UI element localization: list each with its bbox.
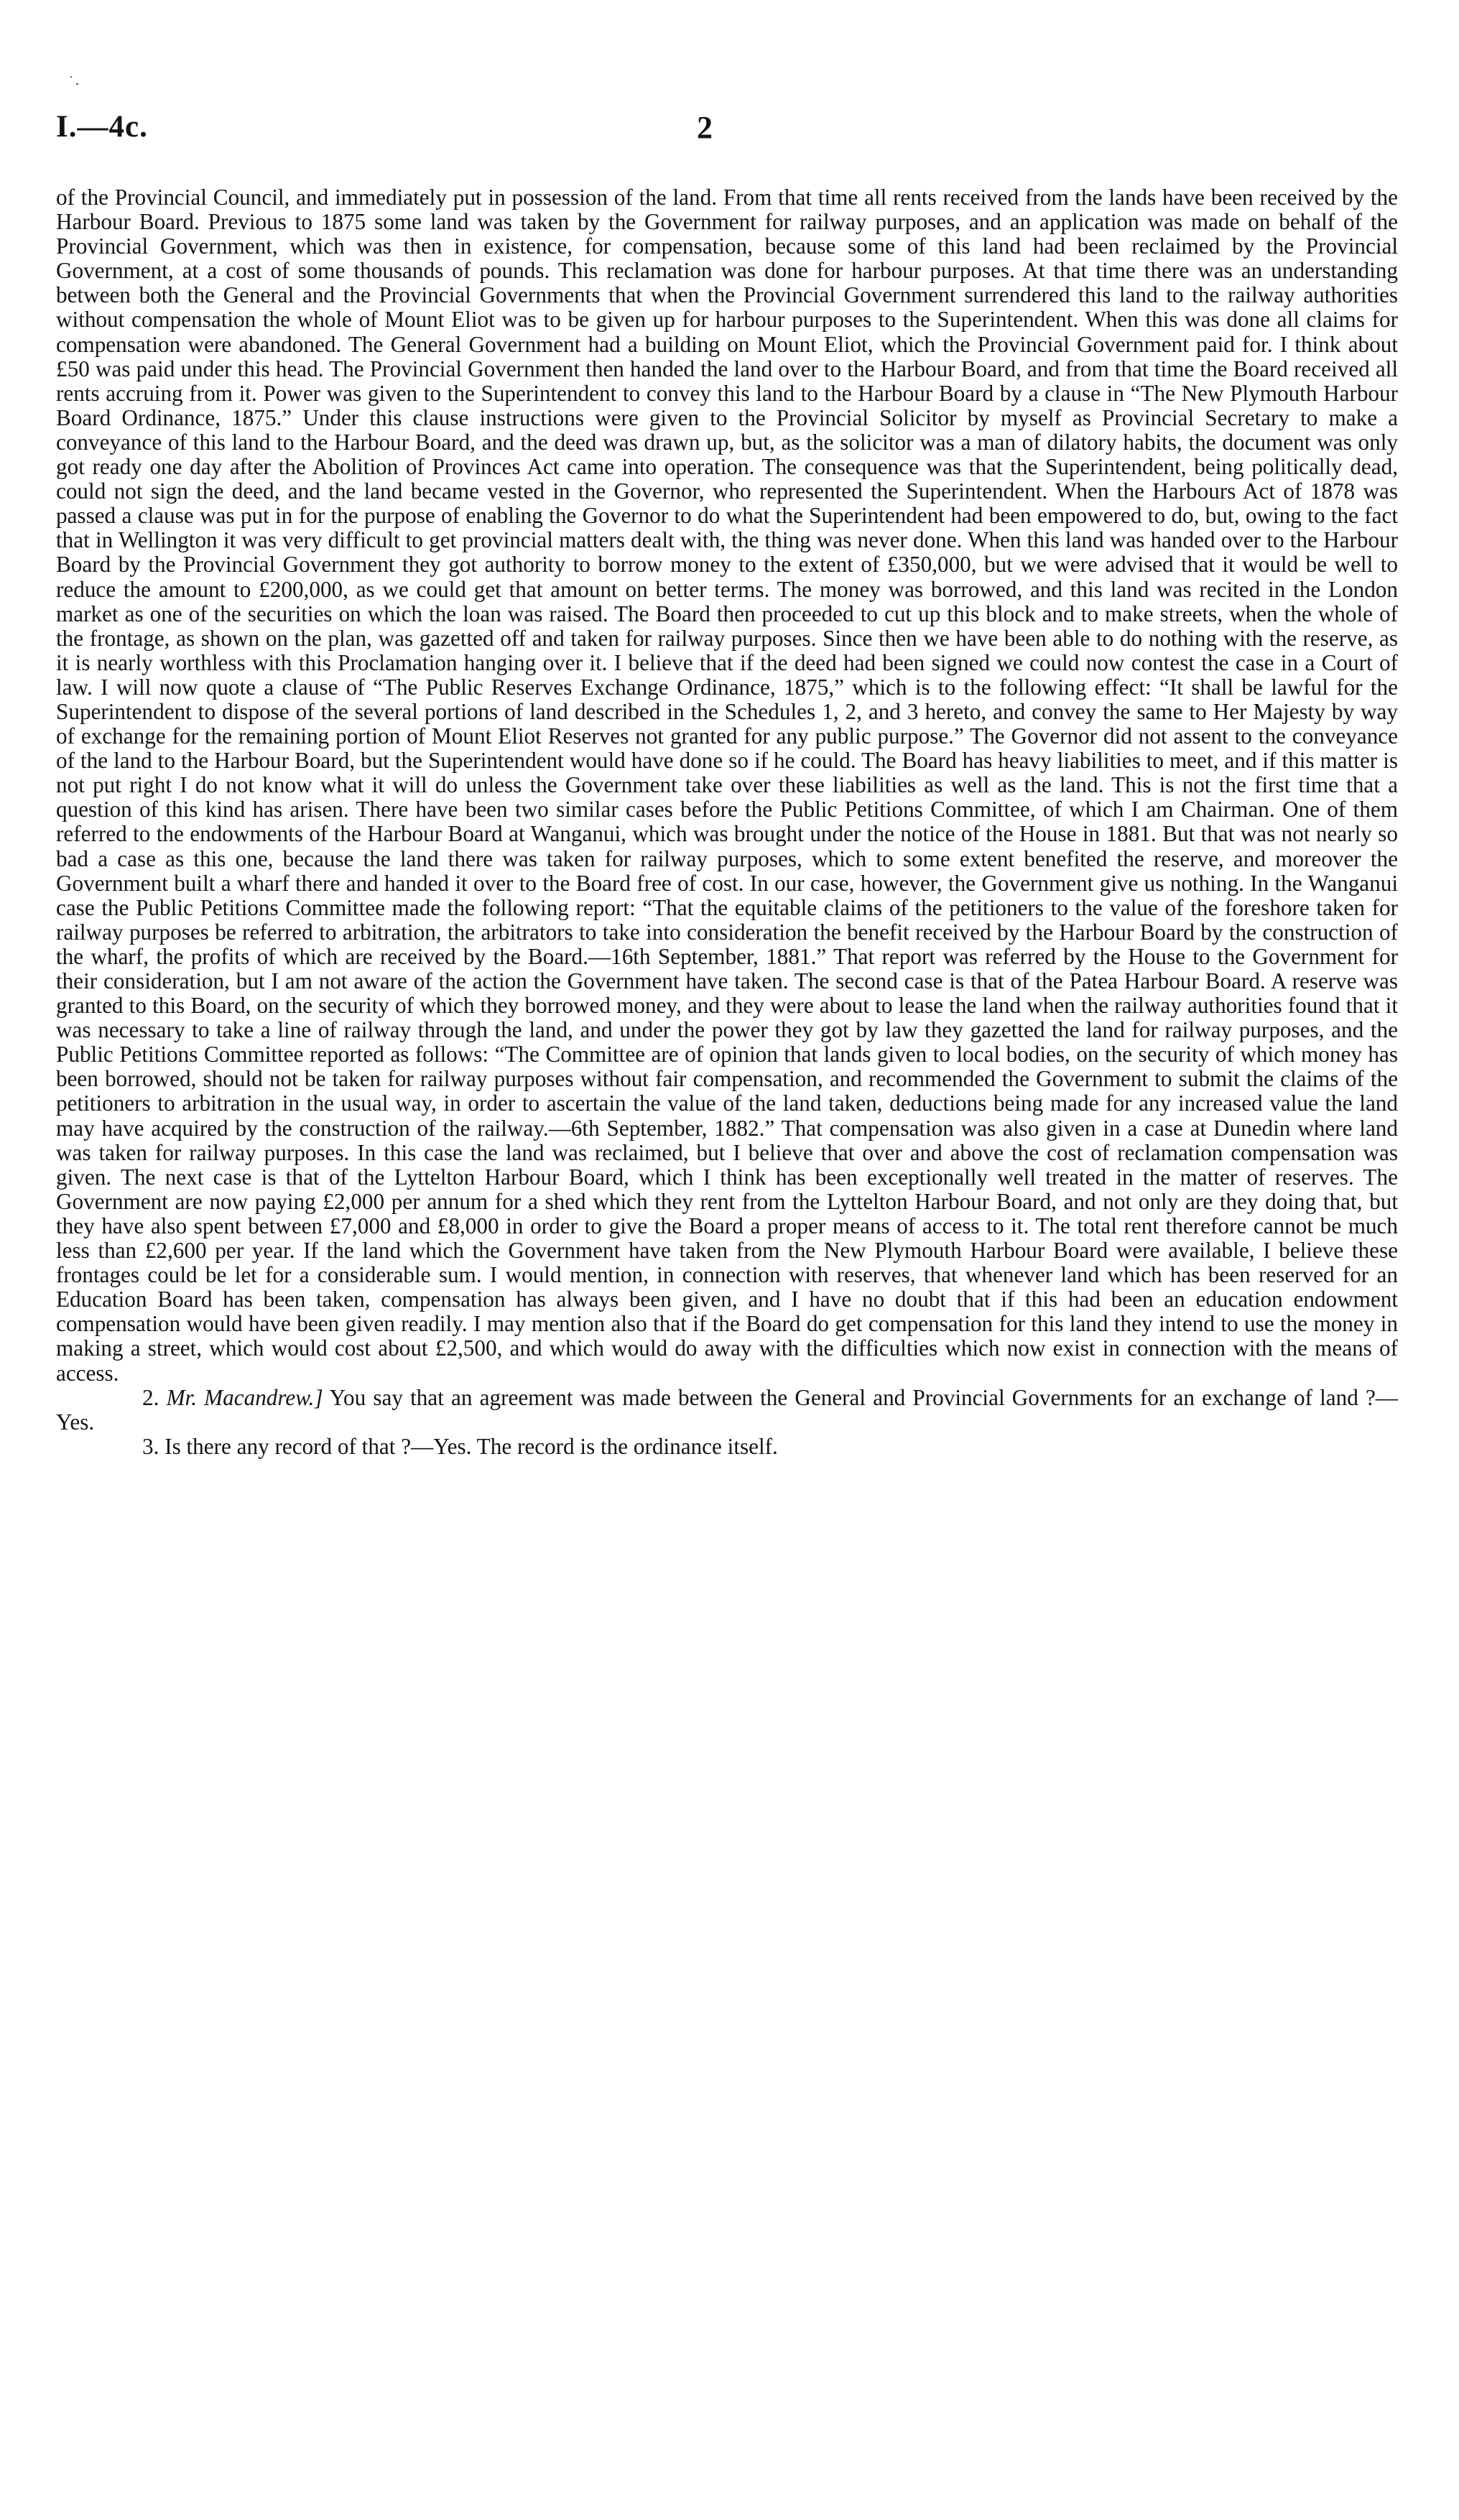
questioner-name: Mr. Macandrew.] [166, 1384, 323, 1410]
document-reference: I.—4c. [56, 110, 148, 144]
evidence-paragraph: of the Provincial Council, and immediately put in possession of the land. From that time all rents received from the lands have been received by the Harbour Board. Previous to 1875 some land was taken by the Government for railway purposes, and an application was made on behalf of the Provincial Government, which was then in existence, for compensation, because some of this land had been reclaimed by the Provincial Government, at a cost of some thousands of pounds. This reclamation was done for harbour purposes. At that time there was an understanding between both the General and the Provincial Governments that when the Provincial Government surrendered this land to the railway authorities without compensation the whole of Mount Eliot was to be given up for harbour purposes to the Superintendent. When this was done all claims for compensation were abandoned. The General Government had a building on Mount Eliot, which the Provincial Government paid for. I think about £50 was paid under this head. The Provincial Government then handed the land over to the Harbour Board, and from that time the Board received all rents accruing from it. Power was given to the Superintendent to convey this land to the Harbour Board by a clause in “The New Plymouth Harbour Board Ordinance, 1875.” Under this clause instructions were given to the Provincial Solicitor by myself as Provincial Secretary to make a conveyance of this land to the Harbour Board, and the deed was drawn up, but, as the solicitor was a man of dilatory habits, the document was only got ready one day after the Abolition of Provinces Act came into operation. The consequence was that the Superintendent, being politically dead, could not sign the deed, and the land became vested in the Governor, who represented the Superintendent. When the Harbours Act of 1878 was passed a clause was put in for the purpose of enabling the Governor to do what the Superintendent had been empowered to do, but, owing to the fact that in Wellington it was very difficult to get provincial matters dealt with, the thing was never done. When this land was handed over to the Harbour Board by the Provincial Government they got authority to borrow money to the extent of £350,000, but we were advised that it would be well to reduce the amount to £200,000, as we could get that amount on better terms. The money was borrowed, and this land was recited in the London market as one of the securities on which the loan was raised. The Board then proceeded to cut up this block and to make streets, when the whole of the frontage, as shown on the plan, was gazetted off and taken for railway purposes. Since then we have been able to do nothing with the reserve, as it is nearly worthless with this Proclamation hanging over it. I believe that if the deed had been signed we could now contest the case in a Court of law. I will now quote a clause of “The Public Reserves Exchange Ordinance, 1875,” which is to the following effect: “It shall be lawful for the Superintendent to dispose of the several portions of land described in the Schedules 1, 2, and 3 hereto, and convey the same to Her Majesty by way of exchange for the remaining portion of Mount Eliot Reserves not granted for any public purpose.” The Governor did not assent to the conveyance of the land to the Harbour Board, but the Superintendent would have done so if he could. The Board has heavy liabilities to meet, and if this matter is not put right I do not know what it will do unless the Government take over these liabilities as well as the land. This is not the first time that a question of this kind has arisen. There have been two similar cases before the Public Petitions Committee, of which I am Chairman. One of them referred to the endowments of the Harbour Board at Wanganui, which was brought under the notice of the House in 1881. But that was not nearly so bad a case as this one, because the land there was taken for railway purposes, which to some extent benefited the reserve, and moreover the Government built a wharf there and handed it over to the Board free of cost. In our case, however, the Government give us nothing. In the Wanganui case the Public Petitions Committee made the following report: “That the equitable claims of the petitioners to the value of the foreshore taken for railway purposes be referred to arbitration, the arbitrators to take into consideration the benefit received by the Harbour Board by the construction of the wharf, the profits of which are received by the Board.—16th September, 1881.” That report was referred by the House to the Government for their consideration, but I am not aware of the action the Government have taken. The second case is that of the Patea Harbour Board. A reserve was granted to this Board, on the security of which they borrowed money, and they were about to lease the land when the railway authorities found that it was necessary to take a line of railway through the land, and under the power they got by law they gazetted the land for railway purposes, and the Public Petitions Committee reported as follows: “The Committee are of opinion that lands given to local bodies, on the security of which money has been borrowed, should not be taken for railway purposes without fair compensation, and recommended the Government to submit the claims of the petitioners to arbitration in the usual way, in order to ascertain the value of the land taken, deductions being made for any increased value the land may have acquired by the construction of the railway.—6th September, 1882.” That compensation was also given in a case at Dunedin where land was taken for railway purposes. In this case the land was reclaimed, but I believe that over and above the cost of reclamation compensation was given. The next case is that of the Lyttelton Harbour Board, which I think has been exceptionally well treated in the matter of reserves. The Government are now paying £2,000 per annum for a shed which they rent from the Lyttelton Harbour Board, and not only are they doing that, but they have also spent between £7,000 and £8,000 in order to give the Board a proper means of access to it. The total rent therefore cannot be much less than £2,600 per year. If the land which the Government have taken from the New Plymouth Harbour Board were available, I believe these frontages could be let for a considerable sum. I would mention, in connection with reserves, that whenever land which has been reserved for an Education Board has been taken, compensation has always been given, and I have no doubt that if this had been an education endowment compensation would have been given readily. I may mention also that if the Board do get compensation for this land they intend to use the money in making a street, which would cost about £2,500, and which would do away with the difficulties which now exist in connection with the means of access. [56, 185, 1398, 1386]
page-header [56, 109, 1407, 159]
print-speck [76, 83, 78, 85]
question-text: You say that an agreement was made between the General and Provincial Governments for an exchange of land ?—Yes. [56, 1384, 1399, 1435]
question-text: Is there any record of that ?—Yes. The record is the ordinance itself. [165, 1433, 778, 1459]
question-3 [56, 1435, 1398, 1459]
print-speck [70, 76, 72, 78]
document-body [56, 185, 1398, 1459]
question-number: 2. [142, 1384, 159, 1410]
page-number: 2 [697, 110, 713, 145]
question-number: 3. [142, 1433, 159, 1459]
question-2 [56, 1386, 1398, 1435]
